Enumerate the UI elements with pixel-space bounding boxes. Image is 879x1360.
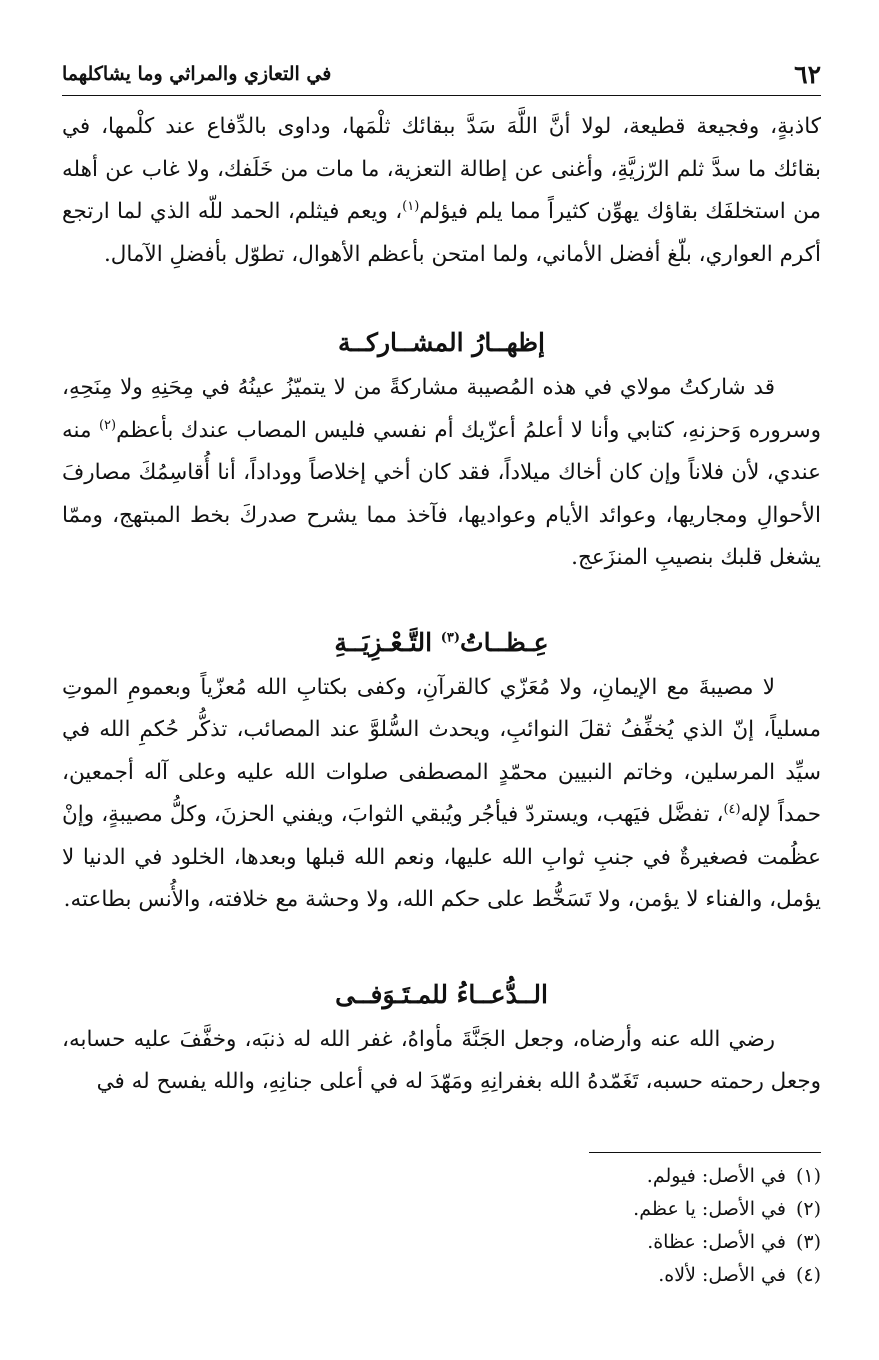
section-2-text-part-2: ، تفضَّل فيَهب، ويستردّ فيأجُر ويُبقي الثوابَ، ويفني الحزنَ، وكلُّ مصيبةٍ، وإنْ عظُمت فصغيرةٌ في جنبِ ثوابِ الله عليها، ونعم الله قبلها وبعدها، الخلود في الدنيا لا يؤمل، والفناء لا يؤمن، ولا تَسَخُّط على حكم الله، ولا وحشة مع خلافته، والأُنس بطاعته. [62,802,821,912]
intro-paragraph [62,106,821,276]
footnote-number: (٤) [795,1264,821,1286]
footnote-ref-1: (١) [402,198,420,214]
page-body [62,106,821,1104]
footnote-3 [200,1226,821,1259]
footnote-2 [200,1193,821,1226]
heading-2-text-2: التَّـعْـزِيَــةِ [334,627,441,657]
footnote-text: في الأصل: يا عظم. [633,1198,786,1220]
footnote-text: في الأصل: عظاة. [647,1231,786,1253]
footnotes [200,1160,821,1292]
section-1-text-part-2: منه عندي، لأن فلاناً وإن كان أخاك ميلاداً، فقد كان أخي إخلاصاً ووداداً، أنا أُقاسِمُكَ مصارفَ الأحوالِ ومجاريها، وعوائد الأيام وعواديها، فآخذ مما يشرح صدركَ بخط المبتهج، وممّا يشغل قلبك بنصيبِ المنزَعج. [62,417,821,570]
footnote-ref-3: (٣) [440,630,461,646]
section-3-paragraph: رضي الله عنه وأرضاه، وجعل الجَنَّةَ مأواهُ، غفر الله له ذنبَه، وخفَّفَ عليه حسابه، وجعل رحمته حسبه، تَغَمّدهُ الله بغفرانِهِ ومَهّدَ له في أعلى جنانِهِ، والله يفسح له في [62,1026,821,1094]
footnote-number: (١) [795,1165,821,1187]
running-title: في التعازي والمراثي وما يشاكلهما [62,63,332,85]
footnote-rule [589,1152,821,1153]
heading-2-text: عِـظــاتُ [460,627,549,657]
footnote-4 [200,1259,821,1292]
page-number: ٦٢ [794,59,821,89]
footnote-text: في الأصل: فيولم. [646,1165,786,1187]
intro-text-part-1: كاذبةٍ، وفجيعة قطيعة، لولا أنَّ اللَّهَ سَدَّ ببقائك ثلْمَها، وداوى بالدِّفاع عند كلْمها، في بقائك ما سدَّ ثلم الرّزيَّةِ، وأغنى عن إطالة التعزية، ما مات من خَلَفك، ولا غاب عن أهله من استخلفَك بقاؤك يهوِّن كثيراً مما يلم فيؤلم [62,114,822,224]
header-rule [62,95,821,96]
footnote-ref-4: (٤) [723,801,741,817]
intro-text-part-2: ، ويعم فيثلم، الحمد للّه الذي لما ارتجع أكرم العواري، بلّغ أفضل الأماني، ولما امتحن بأعظم الأهوال، تطوّل بأفضلِ الآمال. [62,199,821,267]
section-1-text-part-1: قد شاركتُ مولاي في هذه المُصيبة مشاركةً من لا يتميّزُ عينُهُ في مِحَنِهِ ولا مِنَحِهِ، وسروره وَحزنهِ، كتابي وأنا لا أعلمُ أعزّيك أم نفسي فليس المصاب عندك بأعظم [62,375,821,443]
page-header [62,52,821,96]
section-1-paragraph [62,367,821,580]
footnote-number: (٣) [795,1231,821,1253]
footnote-ref-2: (٢) [98,417,117,433]
heading-condolence-admonitions [62,619,821,667]
footnote-1 [200,1160,821,1193]
section-2-text-part-1: لا مصيبةَ مع الإيمانِ، ولا مُعَزّي كالقرآنِ، وكفى بكتابِ الله مُعزّياً وبعمومِ الموتِ مسلياً، إنّ الذي يُخفِّفُ ثقلَ النوائبِ، ويحدث السُّلوَّ عند المصائب، تذكُّر حُكمِ الله في سيِّد المرسلين، وخاتم النبيين محمّدٍ المصطفى صلوات الله عليه وعلى آله أجمعين، حمداً لإله [62,674,821,827]
heading-prayer-for-deceased: الــدُّعــاءُ للمـتَـوَفــى [335,979,548,1009]
footnote-text: في الأصل: لألاه. [658,1264,786,1286]
footnote-number: (٢) [795,1198,821,1220]
section-2-paragraph [62,667,821,922]
heading-condolence-sharing: إظهــارُ المشــاركــة [337,328,546,357]
